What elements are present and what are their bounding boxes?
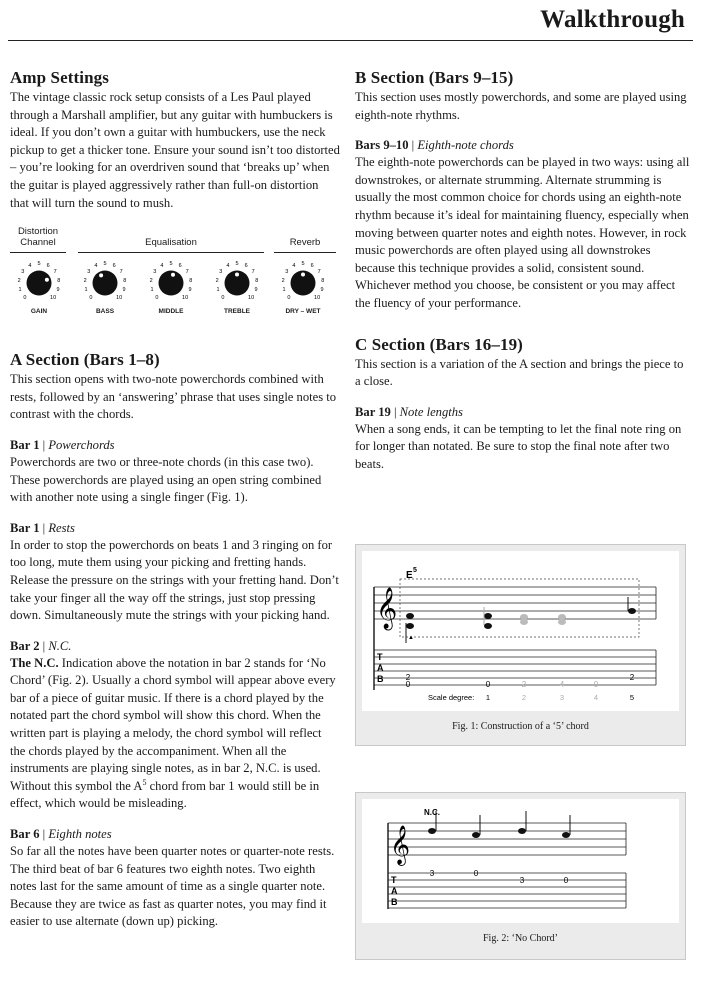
knob-scale-number: 1: [18, 287, 22, 294]
knob-scale-number: 4: [292, 263, 296, 270]
treble-clef-icon: 𝄞: [390, 825, 411, 865]
knob-scale-number: 0: [155, 295, 159, 302]
knob-scale-number: 5: [103, 261, 107, 268]
knob-label: DRY – WET: [285, 308, 321, 316]
knob-dial-icon: [16, 260, 62, 306]
svg-text:3: 3: [559, 693, 565, 702]
knob-indicator: [171, 273, 175, 277]
svg-text:0: 0: [563, 876, 569, 885]
section-b-heading: B Section (Bars 9–15): [355, 68, 514, 87]
page-title: Walkthrough: [540, 6, 685, 33]
knob-scale-number: 8: [123, 278, 127, 285]
bar-19-text: When a song ends, it can be tempting to let the final note ring on for longer than notated. Be sure to stop the final note after two beats.: [355, 421, 682, 471]
knob-dial-icon: [148, 260, 194, 306]
tab-label: T: [377, 652, 383, 662]
amp-group-rule: [10, 252, 66, 253]
knob-body: [27, 271, 52, 296]
knob-middle: [148, 260, 194, 316]
knob-scale-number: 7: [251, 269, 255, 276]
knob-scale-number: 10: [50, 295, 57, 302]
knob-scale-number: 10: [116, 295, 123, 302]
bar-2-nc-text: The N.C. Indication above the notation in bar 2 stands for ‘No Chord’ (Fig. 2). Usually a chord symbol will appear above every bar of a piece of guitar music. If there is a chord played by the notated part the chord symbol will show this chord. When the written part is playing a melody, the chord symbol will reflect the chords played by the accompaniment. When all the instruments are playing single notes, as in bar 2, N.C. is used. Without this symbol the $A^5$ chord from bar 1 would still be in effect, which would be misleading.: [10, 655, 336, 811]
knob-scale-number: 5: [37, 261, 41, 268]
amp-group-distortion-channel: Distortion Channel: [17, 226, 59, 249]
knob-scale-number: 10: [248, 295, 255, 302]
knob-scale-number: 10: [182, 295, 189, 302]
knob-scale-number: 4: [160, 263, 164, 270]
knob-scale-number: 5: [235, 261, 239, 268]
knob-scale-number: 8: [57, 278, 61, 285]
knob-scale-number: 3: [285, 269, 289, 276]
amp-settings-text: The vintage classic rock setup consists of a Les Paul played through a Marshall amplifier, but any guitar with humbuckers is ideal. If you don’t own a guitar with humbuckers, use the neck pickup to get a thicker tone. Ensure your sound isn’t too distorted – you’re looking for an overdriven sound that ‘breaks up’ when the guitar is played aggressively rather than full-on distortion that will turn the sound to mush.: [10, 90, 340, 210]
section-b-intro: This section uses mostly powerchords, and some are played using eighth-note rhythms.: [355, 90, 687, 122]
bar-heading: Bar 19 | Note lengths: [355, 404, 463, 419]
svg-text:0: 0: [593, 680, 599, 689]
svg-text:0: 0: [405, 680, 411, 689]
tab-label: B: [391, 897, 398, 907]
svg-text:2: 2: [405, 673, 411, 682]
knob-label: BASS: [95, 308, 115, 316]
knob-scale-number: 1: [84, 287, 88, 294]
tab-label: T: [391, 875, 397, 885]
svg-text:5: 5: [413, 567, 417, 574]
knob-scale-number: 0: [89, 295, 93, 302]
knob-scale-number: 2: [83, 278, 87, 285]
figure-2: [355, 792, 686, 960]
treble-clef-icon: 𝄞: [376, 588, 398, 629]
knob-scale-number: 1: [216, 287, 220, 294]
right-column: [355, 68, 690, 474]
figure-1-caption: Fig. 1: Construction of a ‘5’ chord: [452, 721, 589, 732]
amp-settings-heading: Amp Settings: [10, 68, 109, 87]
knob-scale-number: 2: [149, 278, 153, 285]
knob-scale-number: 5: [301, 261, 305, 268]
knob-dial-icon: [82, 260, 128, 306]
knob-scale-number: 5: [169, 261, 173, 268]
knob-scale-number: 3: [21, 269, 25, 276]
knob-scale-number: 0: [23, 295, 27, 302]
amp-group-equalisation: Equalisation: [145, 237, 197, 249]
bar-heading: Bars 9–10 | Eighth-note chords: [355, 138, 514, 153]
nc-lead: The N.C.: [10, 655, 59, 670]
section-a-heading: A Section (Bars 1–8): [10, 350, 160, 370]
knob-scale-number: 6: [178, 263, 182, 270]
knob-scale-number: 0: [287, 295, 291, 302]
knob-scale-number: 8: [189, 278, 193, 285]
svg-text:3: 3: [519, 876, 525, 885]
bar-heading: Bar 2 | N.C.: [10, 638, 72, 653]
figure-1: [355, 544, 686, 746]
svg-text:2: 2: [521, 693, 527, 702]
knob-bass: [82, 260, 128, 316]
knob-scale-number: 6: [244, 263, 248, 270]
knob-scale-number: 6: [310, 263, 314, 270]
amp-group-rule: [78, 252, 264, 253]
svg-text:3: 3: [429, 869, 435, 878]
knob-indicator: [235, 273, 239, 277]
figure-2-caption: Fig. 2: ‘No Chord’: [483, 933, 558, 944]
knob-scale-number: 1: [282, 287, 286, 294]
knob-scale-number: 6: [112, 263, 116, 270]
bar-6-eighth-notes-text: So far all the notes have been quarter notes or quarter-note rests. The third beat of bar 6 features two eighth notes. Two eighth notes last for the same amount of time as a single quarter note. Because they are twice as fast as quarter notes, you may find it easier to use alternate (down up) picking.: [10, 844, 335, 929]
svg-text:4: 4: [593, 693, 599, 702]
bar-heading: Bar 1 | Rests: [10, 520, 75, 535]
bar-1-powerchords-text: Powerchords are two or three-note chords (in this case two). These powerchords are played using an open string combined with another note using a single finger (Fig. 1).: [10, 454, 322, 505]
knob-body: [93, 271, 118, 296]
scale-degree-label: Scale degree:: [428, 693, 475, 702]
knob-scale-number: 6: [46, 263, 50, 270]
amp-settings-panel: [10, 226, 340, 336]
knob-label: GAIN: [30, 308, 48, 316]
knob-scale-number: 2: [281, 278, 285, 285]
bar-heading: Bar 1 | Powerchords: [10, 437, 115, 452]
amp-group-rule: [274, 252, 336, 253]
knob-scale-number: 8: [255, 278, 259, 285]
header-rule: [8, 40, 693, 41]
svg-text:▲: ▲: [408, 635, 414, 641]
knob-scale-number: 7: [185, 269, 189, 276]
knob-scale-number: 9: [56, 287, 60, 294]
figure-1-notation: [356, 545, 685, 745]
knob-scale-number: 1: [150, 287, 154, 294]
knob-body: [159, 271, 184, 296]
svg-text:5: 5: [629, 693, 635, 702]
knob-scale-number: 4: [28, 263, 32, 270]
knob-scale-number: 0: [221, 295, 225, 302]
knob-scale-number: 7: [317, 269, 321, 276]
knob-scale-number: 3: [219, 269, 223, 276]
chord-symbol: E: [406, 570, 413, 581]
left-column: [10, 68, 340, 931]
svg-text:2: 2: [629, 673, 635, 682]
tab-label: A: [391, 886, 398, 896]
svg-text:2: 2: [521, 680, 527, 689]
tab-label: B: [377, 674, 384, 684]
svg-text:4: 4: [559, 680, 565, 689]
knob-scale-number: 9: [188, 287, 192, 294]
knob-scale-number: 7: [53, 269, 57, 276]
svg-text:0: 0: [485, 680, 491, 689]
knob-scale-number: 9: [320, 287, 324, 294]
svg-text:0: 0: [473, 869, 479, 878]
section-c-heading: C Section (Bars 16–19): [355, 334, 523, 354]
knob-indicator: [99, 274, 103, 278]
knob-treble: [214, 260, 260, 316]
page-header: [0, 0, 705, 48]
knob-scale-number: 8: [321, 278, 325, 285]
knob-scale-number: 2: [17, 278, 21, 285]
tab-label: A: [377, 663, 384, 673]
amp-group-reverb: Reverb: [289, 237, 321, 249]
knob-indicator: [301, 273, 305, 277]
knob-gain: [16, 260, 62, 316]
chord-symbol: N.C.: [424, 808, 440, 817]
knob-scale-number: 10: [314, 295, 321, 302]
section-a-intro: This section opens with two-note powerchords combined with rests, followed by an ‘answering’ phrase that uses single notes to contrast with the chords.: [10, 372, 337, 422]
bars-9-10-text: The eighth-note powerchords can be played in two ways: using all downstrokes, or alternate strumming. Alternate strumming is usually the most common choice for chords using an eighth-note rhythm because it’s ideal for maintaining fluency, especially when moving between quarter notes and eighth notes. However, in rock music powerchords are often played using all downstrokes because this technique provides a solid, consistent sound. Whichever method you choose, be consistent or you may affect the fluency of your performance.: [355, 155, 690, 310]
knob-scale-number: 9: [254, 287, 258, 294]
knob-dry-wet: [280, 260, 326, 316]
knob-indicator: [45, 278, 49, 282]
knob-scale-number: 7: [119, 269, 123, 276]
knob-label: TREBLE: [224, 308, 250, 316]
knob-dial-icon: [280, 260, 326, 306]
bar-heading: Bar 6 | Eighth notes: [10, 827, 112, 842]
knob-label: MIDDLE: [158, 308, 184, 316]
knob-scale-number: 3: [153, 269, 157, 276]
knob-scale-number: 9: [122, 287, 126, 294]
section-c-intro: This section is a variation of the A section and brings the piece to a close.: [355, 356, 684, 389]
knob-scale-number: 4: [226, 263, 230, 270]
knob-scale-number: 3: [87, 269, 91, 276]
knob-scale-number: 2: [215, 278, 219, 285]
knob-scale-number: 4: [94, 263, 98, 270]
bar-1-rests-text: In order to stop the powerchords on beats 1 and 3 ringing on for too long, mute them using your picking and fretting hands. Release the pressure on the strings with your fretting hand. Don’t take your finger all the way off the strings, just stop pressing down. Simultaneously mute the strings with your picking hand.: [10, 537, 339, 623]
svg-text:1: 1: [485, 693, 491, 702]
knob-dial-icon: [214, 260, 260, 306]
